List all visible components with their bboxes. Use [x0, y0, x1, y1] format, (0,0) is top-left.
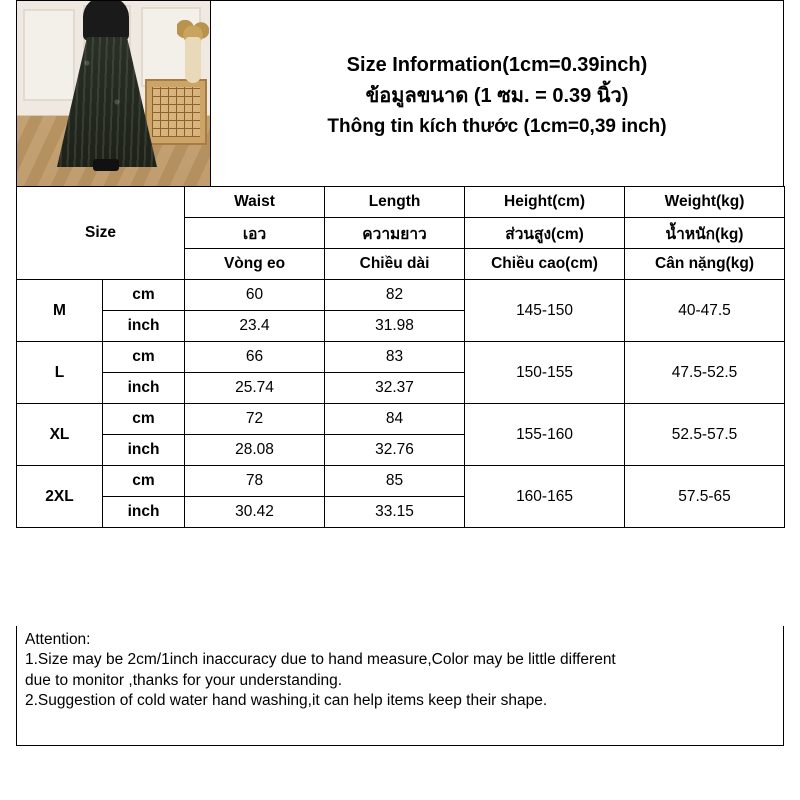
l-height: 150-155 [465, 342, 625, 404]
title-vietnamese: Thông tin kích thước (1cm=0,39 inch) [327, 115, 667, 137]
unit-cm: cm [103, 466, 185, 497]
m-height: 145-150 [465, 280, 625, 342]
xl-weight: 52.5-57.5 [625, 404, 785, 466]
row-size-xl: XL [17, 404, 103, 466]
unit-inch: inch [103, 311, 185, 342]
l-waist-cm: 66 [185, 342, 325, 373]
size-table [16, 186, 785, 528]
xxl-height: 160-165 [465, 466, 625, 528]
l-length-cm: 83 [325, 342, 465, 373]
xxl-length-cm: 85 [325, 466, 465, 497]
xl-height: 155-160 [465, 404, 625, 466]
title-thai: ข้อมูลขนาด (1 ซม. = 0.39 นิ้ว) [365, 84, 629, 107]
xl-waist-inch: 28.08 [185, 435, 325, 466]
title-block [211, 1, 783, 186]
l-weight: 47.5-52.5 [625, 342, 785, 404]
xl-length-inch: 32.76 [325, 435, 465, 466]
header-weight-en: Weight(kg) [625, 187, 785, 218]
l-length-inch: 32.37 [325, 373, 465, 404]
title-english: Size Information(1cm=0.39inch) [346, 53, 648, 76]
xl-length-cm: 84 [325, 404, 465, 435]
header-waist-th: เอว [185, 218, 325, 249]
xl-waist-cm: 72 [185, 404, 325, 435]
size-header-cell: Size [17, 187, 185, 280]
row-size-2xl: 2XL [17, 466, 103, 528]
model-shoe [93, 159, 119, 171]
header-height-en: Height(cm) [465, 187, 625, 218]
unit-cm: cm [103, 280, 185, 311]
xxl-length-inch: 33.15 [325, 497, 465, 528]
unit-inch: inch [103, 435, 185, 466]
header-height-vi: Chiều cao(cm) [465, 249, 625, 280]
attention-line-3: 2.Suggestion of cold water hand washing,it can help items keep their shape. [25, 692, 548, 710]
xxl-waist-inch: 30.42 [185, 497, 325, 528]
attention-line-1: 1.Size may be 2cm/1inch inaccuracy due to hand measure,Color may be little different [25, 651, 616, 669]
header-length-vi: Chiều dài [325, 249, 465, 280]
table-row [17, 466, 785, 497]
table-header-row-en [17, 187, 785, 218]
header-length-en: Length [325, 187, 465, 218]
header-height-th: ส่วนสูง(cm) [465, 218, 625, 249]
m-waist-cm: 60 [185, 280, 325, 311]
table-row [17, 280, 785, 311]
unit-inch: inch [103, 373, 185, 404]
header-waist-vi: Vòng eo [185, 249, 325, 280]
l-waist-inch: 25.74 [185, 373, 325, 404]
attention-heading: Attention: [25, 631, 91, 648]
attention-line-2: due to monitor ,thanks for your understanding. [25, 671, 343, 689]
attention-block [16, 626, 784, 746]
row-size-m: M [17, 280, 103, 342]
header-waist-en: Waist [185, 187, 325, 218]
table-row [17, 404, 785, 435]
product-photo [17, 1, 211, 186]
model-top [83, 1, 129, 41]
rattan-cabinet [145, 79, 207, 145]
m-waist-inch: 23.4 [185, 311, 325, 342]
header-weight-th: น้ำหนัก(kg) [625, 218, 785, 249]
xxl-waist-cm: 78 [185, 466, 325, 497]
xxl-weight: 57.5-65 [625, 466, 785, 528]
table-row [17, 342, 785, 373]
header-length-th: ความยาว [325, 218, 465, 249]
header-weight-vi: Cân nặng(kg) [625, 249, 785, 280]
m-length-cm: 82 [325, 280, 465, 311]
unit-cm: cm [103, 342, 185, 373]
vase [185, 37, 201, 83]
unit-cm: cm [103, 404, 185, 435]
unit-inch: inch [103, 497, 185, 528]
m-weight: 40-47.5 [625, 280, 785, 342]
m-length-inch: 31.98 [325, 311, 465, 342]
header-section [16, 0, 784, 186]
wall-panel-left [23, 9, 75, 101]
row-size-l: L [17, 342, 103, 404]
